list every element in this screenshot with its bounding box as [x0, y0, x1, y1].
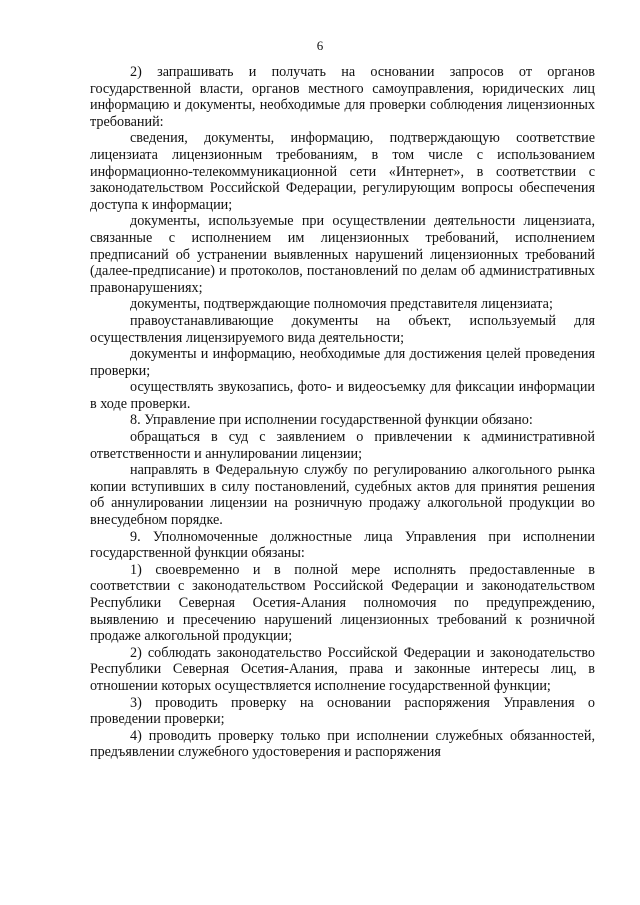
paragraph-item-2-observe-law: 2) соблюдать законодательство Российской Федерации и законодательство Республики Северная Осетия-Алания, права и законные интересы лиц, в отношении которых осуществляется исполнение государственной функции; [90, 644, 595, 694]
paragraph-item-2-request-information: 2) запрашивать и получать на основании запросов от органов государственной власти, органов местного самоуправления, юридических лиц информацию и документы, необходимые для проверки соблюдения лицензионных требований: [90, 64, 595, 130]
paragraph-section-8-heading: 8. Управление при исполнении государственной функции обязано: [130, 412, 533, 429]
paragraph-section-9-heading: 9. Уполномоченные должностные лица Управления при исполнении государственной функции обязаны: [90, 528, 595, 562]
paragraph-item-4-official-duties: 4) проводить проверку только при исполнении служебных обязанностей, предъявлении служебного удостоверения и распоряжения [90, 727, 595, 761]
paragraph-item-3-inspection-order: 3) проводить проверку на основании распоряжения Управления о проведении проверки; [90, 694, 595, 728]
paragraph-information-compliance: сведения, документы, информацию, подтверждающую соответствие лицензиата лицензионным требованиям, в том числе с использованием информационно-телекоммуникационной сети «Интернет», в соответствии с законодательством Российской Федерации, регулирующим вопросы обеспечения доступа к информации; [90, 130, 595, 213]
document-body [90, 64, 595, 761]
paragraph-federal-service-copies: направлять в Федеральную службу по регулированию алкогольного рынка копии вступивших в силу постановлений, судебных актов для принятия решения об аннулировании лицензии на розничную продажу алкогольной продукции во внесудебном порядке. [90, 462, 595, 529]
paragraph-title-documents: правоустанавливающие документы на объект, используемый для осуществления лицензируемого вида деятельности; [90, 312, 595, 346]
paragraph-item-1-duties: 1) своевременно и в полной мере исполнять предоставленные в соответствии с законодательством Российской Федерации и законодательством Республики Северная Осетия-Алания полномочия по предупреждению, выявлению и пресечению нарушений лицензионных требований к розничной продаже алкогольной продукции; [90, 561, 595, 645]
page-number: 6 [316, 38, 324, 53]
paragraph-representative-authority: документы, подтверждающие полномочия представителя лицензиата; [130, 296, 553, 313]
paragraph-court-application: обращаться в суд с заявлением о привлечении к административной ответственности и аннулировании лицензии; [90, 429, 595, 462]
paragraph-inspection-documents: документы и информацию, необходимые для достижения целей проведения проверки; [90, 346, 595, 379]
paragraph-audio-video-recording: осуществлять звукозапись, фото- и видеосъемку для фиксации информации в ходе проверки. [90, 379, 595, 412]
paragraph-documents-activity: документы, используемые при осуществлении деятельности лицензиата, связанные с исполнением им лицензионных требований, исполнением предписаний об устранении выявленных нарушений лицензионных требований (далее-предписание) и протоколов, постановлений по делам об административных правонарушениях; [90, 213, 595, 296]
